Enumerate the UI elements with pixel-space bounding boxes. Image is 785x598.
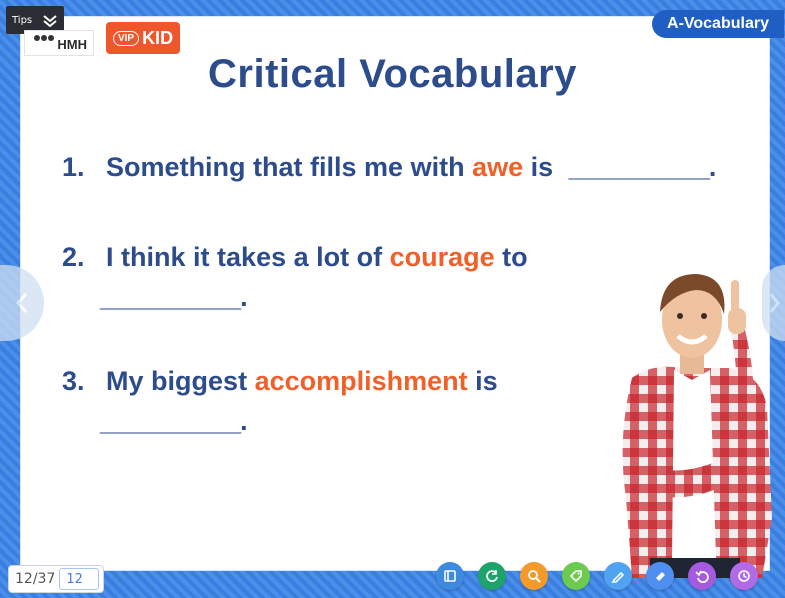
magnifier-icon (527, 569, 541, 583)
book-icon (443, 569, 457, 583)
item-number: 3. (62, 366, 85, 396)
hmh-logo-icon (33, 33, 55, 43)
refresh-tool-button[interactable] (478, 562, 506, 590)
slide-title: Critical Vocabulary (208, 52, 577, 96)
answer-blank: __________. (100, 282, 247, 312)
answer-blank: __________. (100, 406, 247, 436)
item-text: to (494, 242, 528, 272)
item-text: Something that fills me with (106, 152, 473, 182)
pen-tool-button[interactable] (604, 562, 632, 590)
tag-icon (569, 569, 583, 583)
vocab-item-3 (62, 360, 498, 402)
undo-icon (695, 569, 709, 583)
chevron-left-icon (14, 292, 30, 314)
tips-label: Tips (12, 14, 33, 26)
vipkid-logo (106, 22, 180, 54)
vocab-word: courage (389, 242, 495, 272)
vocab-word: accomplishment (254, 366, 468, 396)
pen-icon (611, 569, 625, 583)
answer-blank: __________. (568, 152, 716, 182)
tool-bar (436, 562, 758, 594)
item-number: 1. (62, 152, 85, 182)
item-text: is (467, 366, 498, 396)
vocab-item-2 (62, 236, 528, 278)
boy-pointing-illustration (612, 268, 777, 578)
page-position: 12/37 (15, 571, 56, 587)
clock-icon (737, 569, 751, 583)
item-number: 2. (62, 242, 85, 272)
refresh-icon (485, 569, 499, 583)
book-tool-button[interactable] (436, 562, 464, 590)
clock-tool-button[interactable] (730, 562, 758, 590)
item-text: My biggest (106, 366, 255, 396)
hmh-logo-text: HMH (57, 37, 87, 52)
vipkid-logo-vip: VIP (113, 31, 139, 46)
vocab-word: awe (472, 152, 524, 182)
vocab-item-1 (62, 146, 715, 188)
item-text: is (523, 152, 554, 182)
magnifier-tool-button[interactable] (520, 562, 548, 590)
eraser-icon (653, 569, 667, 583)
vipkid-logo-kid: KID (142, 27, 174, 48)
tag-tool-button[interactable] (562, 562, 590, 590)
chevron-down-icon (42, 12, 58, 28)
page-number-input[interactable]: 12 (59, 568, 99, 590)
page-indicator (8, 565, 104, 593)
item-text: I think it takes a lot of (106, 242, 390, 272)
eraser-tool-button[interactable] (646, 562, 674, 590)
undo-tool-button[interactable] (688, 562, 716, 590)
section-tab: A-Vocabulary (652, 10, 784, 38)
